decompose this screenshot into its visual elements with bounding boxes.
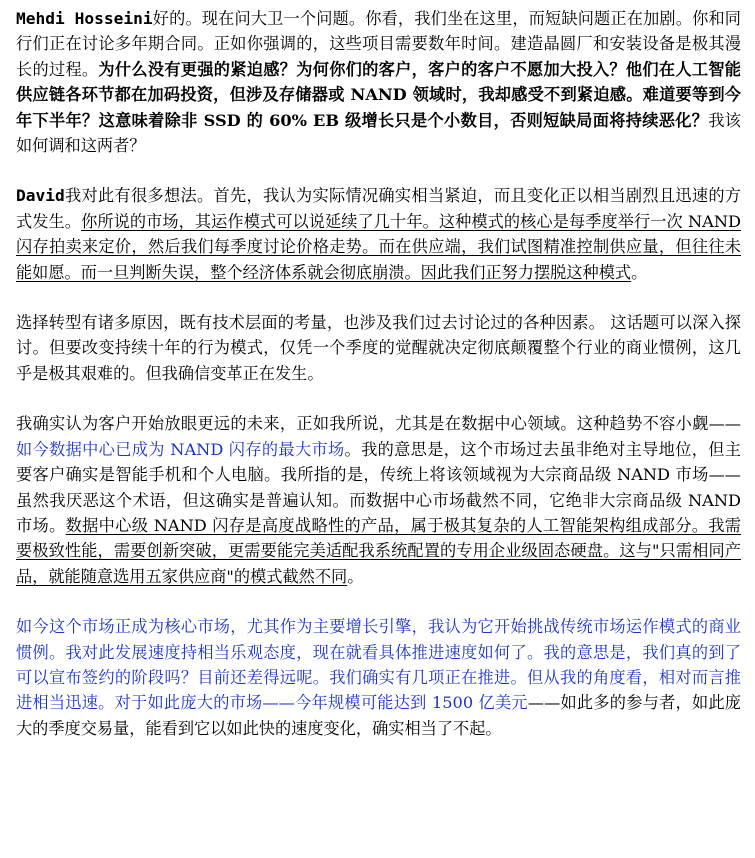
paragraph-text: 我确实认为客户开始放眼更远的未来，正如我所说，尤其是在数据中心领域。这种趋势不容小觑—— [16, 414, 741, 434]
paragraph-transition-reasons [16, 310, 741, 386]
answer-underlined-text: 你所说的市场，其运作模式可以说延续了几十年。这种模式的核心是每季度举行一次 NAND 闪存拍卖来定价，然后我们每季度讨论价格走势。而在供应端，我们试图精准控制供应量，但往往未能如愿。而一旦判断失误，整个经济体系就会彻底崩溃。因此我们正努力摆脱这种模式 [16, 211, 742, 282]
answer-intro-text: 我对此有很多想法。首先，我认为实际情况确实相当紧迫，而且变化正以相当剧烈且迅速的方式发生。 [16, 186, 741, 231]
paragraph-david-answer [16, 183, 741, 285]
underlined-text: 数据中心级 NAND 闪存是高度战略性的产品，属于极其复杂的人工智能架构组成部分。我需要极致性能，需要创新突破，更需要能完美适配我系统配置的专用企业级固态硬盘。这与"只需相同产品，就能随意选用五家供应商"的模式截然不同 [16, 515, 741, 586]
speaker-name: Mehdi Hosseini [16, 9, 153, 28]
speaker-name: David [16, 186, 65, 206]
highlight-blue-text: 如今数据中心已成为 NAND 闪存的最大市场 [16, 439, 345, 459]
answer-end-punct: 。 [631, 262, 648, 282]
paragraph-mehdi-question [16, 6, 741, 158]
question-bold-text: 为什么没有更强的紧迫感？为何你们的客户，客户的客户不愿加大投入？他们在人工智能供应链各环节都在加码投资，但涉及存储器或 NAND 领域时，我却感受不到紧迫感。难道要等到今年下半年？这意味着除非 SSD 的 60% EB 级增长只是个小数目，否则短缺局面将持续恶化？ [16, 59, 741, 130]
paragraph-end-punct: 。 [347, 566, 364, 586]
question-closing-text: 我该如何调和这两者？ [16, 110, 741, 156]
paragraph-text: 选择转型有诸多原因，既有技术层面的考量，也涉及我们过去讨论过的各种因素。 这话题可以深入探讨。但要改变持续十年的行为模式，仅凭一个季度的觉醒就决定彻底颠覆整个行业的商业惯例，这几乎是极其艰难的。但我确信变革正在发生。 [16, 313, 741, 383]
transcript-document [16, 6, 741, 766]
paragraph-core-market [16, 614, 741, 741]
highlight-blue-text: 如今这个市场正成为核心市场，尤其作为主要增长引擎，我认为它开始挑战传统市场运作模式的商业惯例。我对此发展速度持相当乐观态度，现在就看具体推进速度如何了。我的意思是，我们真的到了可以宣布签约的阶段吗？目前还差得远呢。我们确实有几项正在推进。但从我的角度看，相对而言推进相当迅速。对于如此庞大的市场——今年规模可能达到 1500 亿美元 [16, 617, 741, 713]
paragraph-text: ——如此多的参与者，如此庞大的季度交易量，能看到它以如此快的速度变化，确实相当了不起。 [16, 693, 741, 738]
question-intro-text: 好的。现在问大卫一个问题。你看，我们坐在这里，而短缺问题正在加剧。你和同行们正在讨论多年期合同。正如你强调的，这些项目需要数年时间。建造晶圆厂和安装设备是极其漫长的过程。 [16, 9, 741, 79]
paragraph-data-center-market [16, 411, 741, 589]
paragraph-text: 。我的意思是，这个市场过去虽非绝对主导地位，但主要客户确实是智能手机和个人电脑。我所指的是，传统上将该领域视为大宗商品级 NAND 市场——虽然我厌恶这个术语，但这确实是普遍认知。而数据中心市场截然不同，它绝非大宗商品级 NAND 市场。 [16, 439, 741, 535]
